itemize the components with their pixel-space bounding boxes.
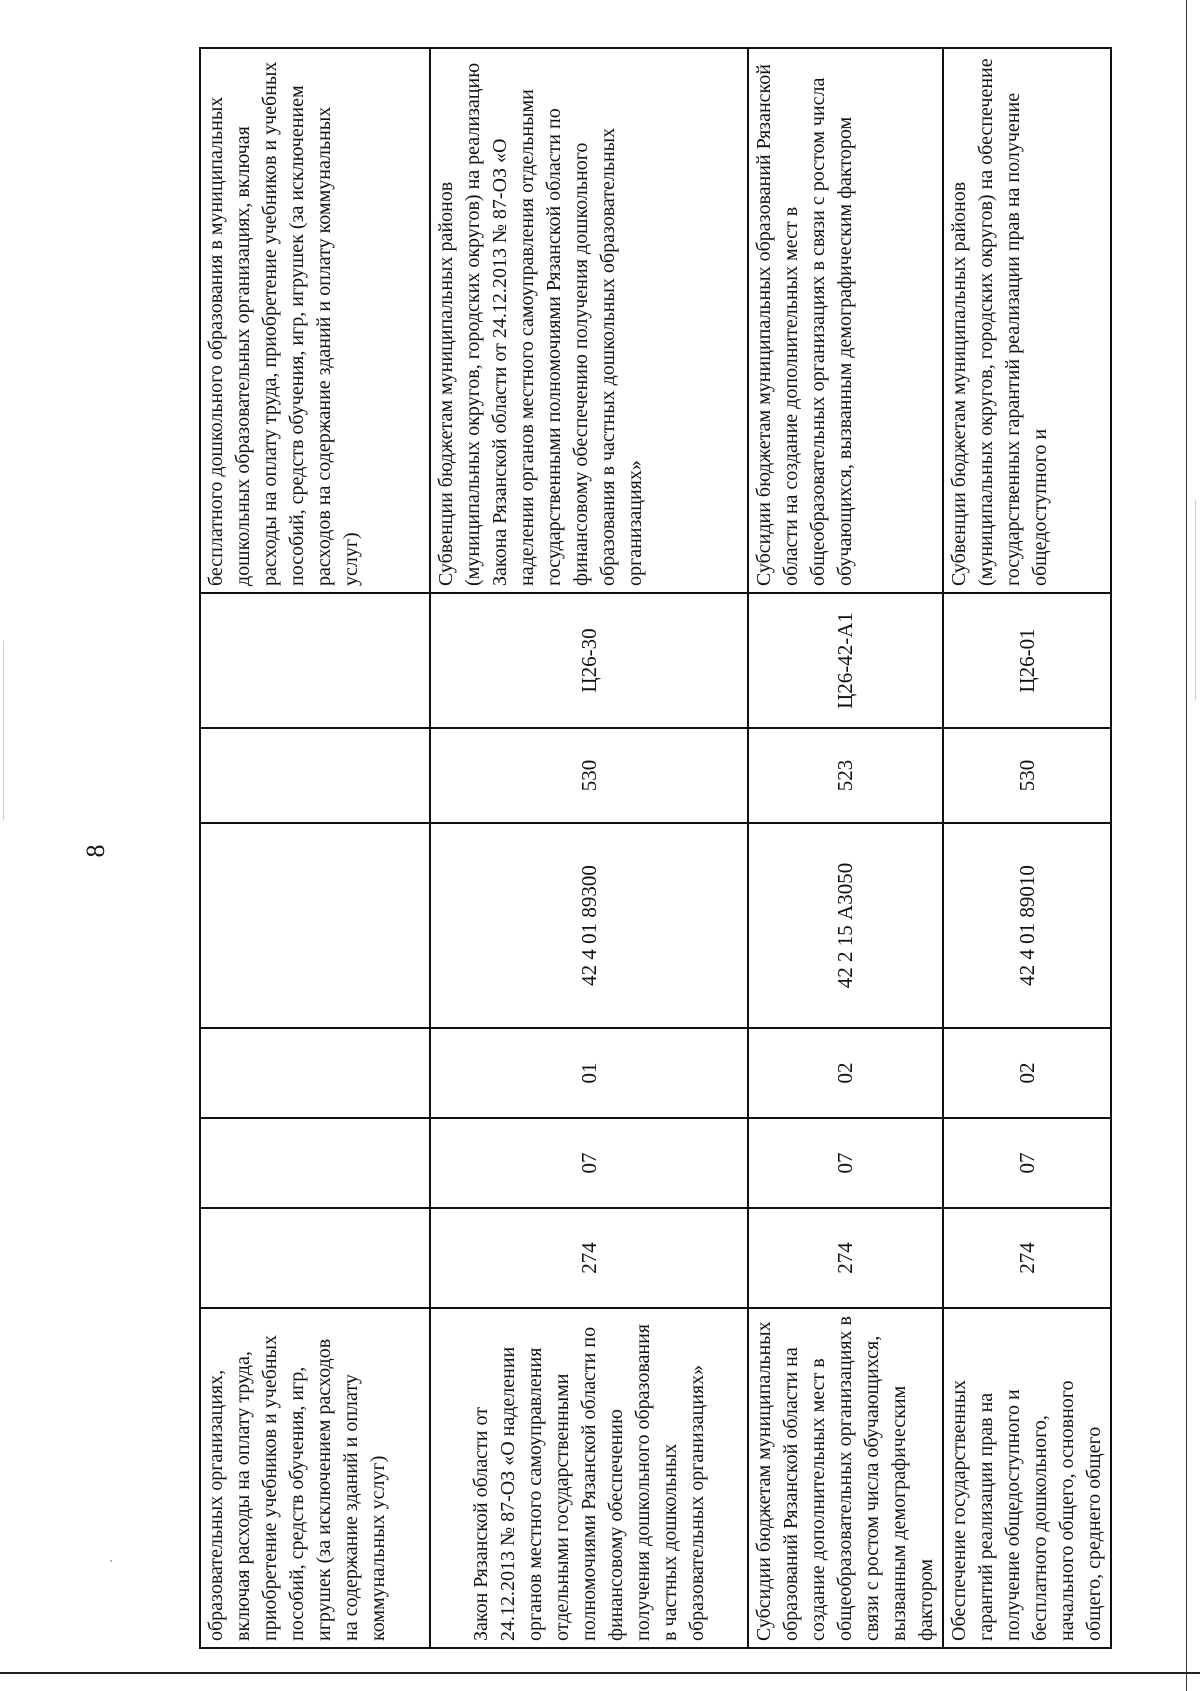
cell-description: Закон Рязанской области от 24.12.2013 № 87-ОЗ «О наделении органов местного самоуправления отдельными государственными полномочиями Рязанской области по финансовому обеспечению получения дошкольного образования в частных дошкольных образовательных организациях» [430,1308,748,1648]
cell-description: образовательных организациях, включая расходы на оплату труда, приобретение учебников и учебных пособий, средств обучения, игр, игрушек (за исключением расходов на содержание зданий и оплату коммунальных услуг) [200,1308,430,1648]
cell-subsection: 02 [748,1028,943,1118]
cell-subsection: 01 [430,1028,748,1118]
cell-target-article: 42 4 01 89300 [430,823,748,1028]
table-row [200,48,430,1648]
cell-target-article: 42 4 01 89010 [943,823,1111,1028]
cell-code [200,593,430,728]
cell-section: 07 [430,1118,748,1208]
cell-purpose: Субвенции бюджетам муниципальных районов (муниципальных округов, городских округов) на реализацию Закона Рязанской области от 24.12.2013 № 87-ОЗ «О наделении органов местного самоуправления отдельными государственными полномочиями Рязанской области по финансовому обеспечению получения дошкольного образования в частных дошкольных образовательных организациях» [430,48,748,593]
scan-speck [1195,500,1196,700]
cell-grbs: 274 [430,1208,748,1308]
cell-purpose: бесплатного дошкольного образования в муниципальных дошкольных образовательных организациях, включая расходы на оплату труда, приобретение учебников и учебных пособий, средств обучения, игр, игрушек (за исключением расходов на содержание зданий и оплату коммунальных услуг) [200,48,430,593]
cell-section: 07 [748,1118,943,1208]
scan-edge-bottom [0,1672,1200,1674]
cell-grbs: 274 [748,1208,943,1308]
cell-code: Ц26-30 [430,593,748,728]
cell-description: Обеспечение государственных гарантий реализации прав на получение общедоступного и бесплатного дошкольного, начального общего, основного общего, среднего общего [943,1308,1111,1648]
scan-speck [110,1560,112,1562]
cell-expense-type: 530 [430,728,748,823]
cell-purpose: Субсидии бюджетам муниципальных образований Рязанской области на создание дополнительных мест в общеобразовательных организациях в связи с ростом числа обучающихся, вызванным демографическим фактором [748,48,943,593]
cell-section [200,1118,430,1208]
scan-speck [3,640,4,820]
scan-edge-right [1186,0,1187,1691]
cell-grbs: 274 [943,1208,1111,1308]
cell-grbs [200,1208,430,1308]
cell-description: Субсидии бюджетам муниципальных образований Рязанской области на создание дополнительных мест в общеобразовательных организациях в связи с ростом числа обучающихся, вызванным демографическим фактором [748,1308,943,1648]
table-row [430,48,748,1648]
table-row [943,48,1111,1648]
cell-target-article [200,823,430,1028]
cell-subsection [200,1028,430,1118]
page-number: 8 [81,844,110,858]
cell-target-article: 42 2 15 А3050 [748,823,943,1028]
cell-purpose: Субвенции бюджетам муниципальных районов (муниципальных округов, городских округов) на обеспечение государственных гарантий реализации прав на получение общедоступного и [943,48,1111,593]
cell-section: 07 [943,1118,1111,1208]
cell-expense-type [200,728,430,823]
table-row [748,48,943,1648]
cell-subsection: 02 [943,1028,1111,1118]
cell-code: Ц26-42-А1 [748,593,943,728]
cell-expense-type: 530 [943,728,1111,823]
budget-classification-table [199,49,1105,1649]
cell-expense-type: 523 [748,728,943,823]
cell-code: Ц26-01 [943,593,1111,728]
